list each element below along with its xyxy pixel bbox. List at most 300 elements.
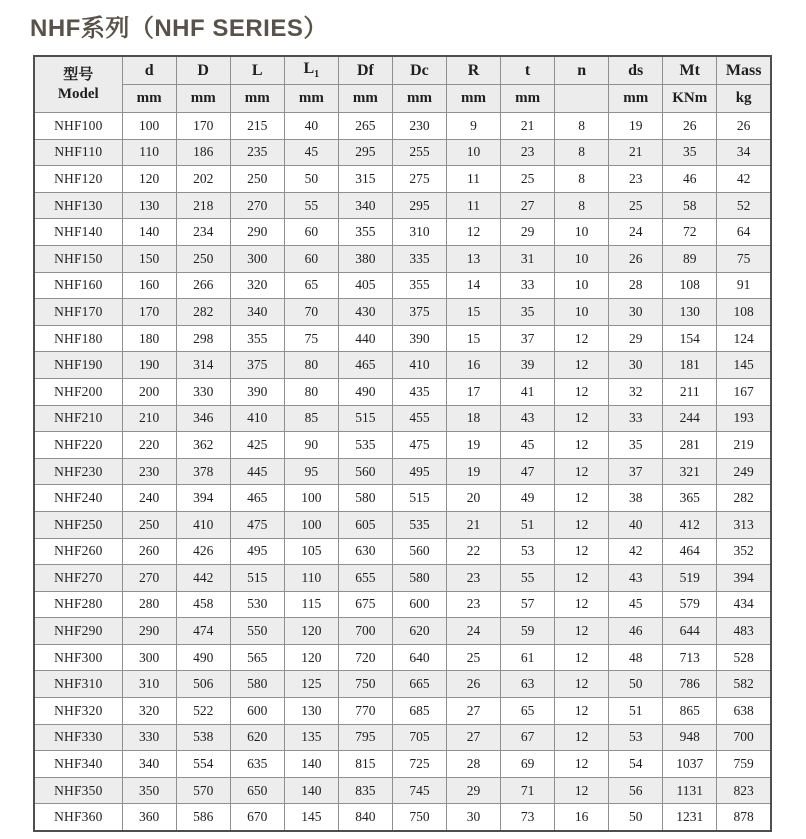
table-row: [34, 325, 771, 352]
value-cell: 15: [446, 299, 500, 326]
value-cell: 160: [122, 272, 176, 299]
value-cell: 490: [176, 644, 230, 671]
value-cell: 600: [230, 698, 284, 725]
value-cell: 140: [284, 751, 338, 778]
value-cell: 550: [230, 618, 284, 645]
model-column-header: [34, 56, 122, 113]
table-row: [34, 166, 771, 193]
column-header-D: D: [176, 56, 230, 85]
value-cell: 32: [609, 378, 663, 405]
value-cell: 8: [555, 192, 609, 219]
value-cell: 39: [501, 352, 555, 379]
value-cell: 685: [392, 698, 446, 725]
value-cell: 24: [446, 618, 500, 645]
value-cell: 57: [501, 591, 555, 618]
value-cell: 458: [176, 591, 230, 618]
value-cell: 190: [122, 352, 176, 379]
spec-table: [33, 55, 772, 832]
value-cell: 700: [717, 724, 771, 751]
value-cell: 215: [230, 113, 284, 140]
value-cell: 59: [501, 618, 555, 645]
value-cell: 340: [338, 192, 392, 219]
table-row: [34, 671, 771, 698]
value-cell: 9: [446, 113, 500, 140]
value-cell: 35: [501, 299, 555, 326]
value-cell: 948: [663, 724, 717, 751]
value-cell: 70: [284, 299, 338, 326]
value-cell: 635: [230, 751, 284, 778]
value-cell: 26: [446, 671, 500, 698]
value-cell: 18: [446, 405, 500, 432]
value-cell: 270: [122, 565, 176, 592]
value-cell: 26: [663, 113, 717, 140]
value-cell: 310: [392, 219, 446, 246]
value-cell: 16: [555, 804, 609, 831]
value-cell: 105: [284, 538, 338, 565]
value-cell: 35: [609, 432, 663, 459]
table-row: [34, 458, 771, 485]
value-cell: 8: [555, 139, 609, 166]
value-cell: 244: [663, 405, 717, 432]
value-cell: 53: [609, 724, 663, 751]
value-cell: 475: [392, 432, 446, 459]
value-cell: 759: [717, 751, 771, 778]
value-cell: 823: [717, 777, 771, 804]
value-cell: 12: [446, 219, 500, 246]
value-cell: 170: [122, 299, 176, 326]
value-cell: 72: [663, 219, 717, 246]
table-row: [34, 192, 771, 219]
value-cell: 200: [122, 378, 176, 405]
value-cell: 1037: [663, 751, 717, 778]
value-cell: 11: [446, 166, 500, 193]
value-cell: 12: [555, 698, 609, 725]
value-cell: 58: [663, 192, 717, 219]
value-cell: 840: [338, 804, 392, 831]
value-cell: 340: [122, 751, 176, 778]
value-cell: 250: [122, 511, 176, 538]
model-cell: NHF150: [34, 245, 122, 272]
value-cell: 12: [555, 644, 609, 671]
value-cell: 644: [663, 618, 717, 645]
value-cell: 25: [609, 192, 663, 219]
value-cell: 605: [338, 511, 392, 538]
unit-cell-Dc: mm: [392, 85, 446, 113]
value-cell: 280: [122, 591, 176, 618]
value-cell: 63: [501, 671, 555, 698]
value-cell: 181: [663, 352, 717, 379]
model-cell: NHF320: [34, 698, 122, 725]
value-cell: 234: [176, 219, 230, 246]
value-cell: 95: [284, 458, 338, 485]
value-cell: 282: [717, 485, 771, 512]
table-header: [34, 56, 771, 113]
value-cell: 60: [284, 245, 338, 272]
table-row: [34, 511, 771, 538]
value-cell: 43: [501, 405, 555, 432]
value-cell: 240: [122, 485, 176, 512]
value-cell: 365: [663, 485, 717, 512]
value-cell: 50: [609, 671, 663, 698]
value-cell: 64: [717, 219, 771, 246]
model-cell: NHF130: [34, 192, 122, 219]
unit-cell-Df: mm: [338, 85, 392, 113]
value-cell: 27: [446, 698, 500, 725]
table-row: [34, 378, 771, 405]
value-cell: 442: [176, 565, 230, 592]
value-cell: 490: [338, 378, 392, 405]
column-header-t: t: [501, 56, 555, 85]
value-cell: 53: [501, 538, 555, 565]
table-row: [34, 751, 771, 778]
table-row: [34, 485, 771, 512]
value-cell: 394: [176, 485, 230, 512]
model-cell: NHF220: [34, 432, 122, 459]
model-cell: NHF280: [34, 591, 122, 618]
value-cell: 713: [663, 644, 717, 671]
model-cell: NHF140: [34, 219, 122, 246]
value-cell: 135: [284, 724, 338, 751]
value-cell: 26: [717, 113, 771, 140]
value-cell: 640: [392, 644, 446, 671]
value-cell: 300: [230, 245, 284, 272]
value-cell: 38: [609, 485, 663, 512]
value-cell: 14: [446, 272, 500, 299]
column-header-ds: ds: [609, 56, 663, 85]
column-header-Mt: Mt: [663, 56, 717, 85]
value-cell: 620: [392, 618, 446, 645]
value-cell: 21: [609, 139, 663, 166]
value-cell: 315: [338, 166, 392, 193]
value-cell: 167: [717, 378, 771, 405]
value-cell: 1131: [663, 777, 717, 804]
value-cell: 346: [176, 405, 230, 432]
value-cell: 10: [446, 139, 500, 166]
value-cell: 115: [284, 591, 338, 618]
value-cell: 28: [609, 272, 663, 299]
value-cell: 638: [717, 698, 771, 725]
value-cell: 425: [230, 432, 284, 459]
value-cell: 410: [230, 405, 284, 432]
value-cell: 31: [501, 245, 555, 272]
value-cell: 579: [663, 591, 717, 618]
value-cell: 665: [392, 671, 446, 698]
value-cell: 705: [392, 724, 446, 751]
value-cell: 314: [176, 352, 230, 379]
value-cell: 12: [555, 511, 609, 538]
value-cell: 295: [392, 192, 446, 219]
model-cell: NHF210: [34, 405, 122, 432]
value-cell: 260: [122, 538, 176, 565]
value-cell: 522: [176, 698, 230, 725]
table-row: [34, 219, 771, 246]
unit-cell-D: mm: [176, 85, 230, 113]
value-cell: 440: [338, 325, 392, 352]
value-cell: 405: [338, 272, 392, 299]
value-cell: 21: [501, 113, 555, 140]
model-cell: NHF310: [34, 671, 122, 698]
value-cell: 170: [176, 113, 230, 140]
value-cell: 495: [392, 458, 446, 485]
value-cell: 495: [230, 538, 284, 565]
table-row: [34, 777, 771, 804]
value-cell: 670: [230, 804, 284, 831]
value-cell: 265: [338, 113, 392, 140]
model-cell: NHF100: [34, 113, 122, 140]
value-cell: 530: [230, 591, 284, 618]
value-cell: 16: [446, 352, 500, 379]
value-cell: 360: [122, 804, 176, 831]
model-cell: NHF260: [34, 538, 122, 565]
value-cell: 700: [338, 618, 392, 645]
value-cell: 145: [284, 804, 338, 831]
model-cell: NHF160: [34, 272, 122, 299]
value-cell: 50: [609, 804, 663, 831]
value-cell: 55: [501, 565, 555, 592]
value-cell: 12: [555, 618, 609, 645]
value-cell: 124: [717, 325, 771, 352]
value-cell: 46: [663, 166, 717, 193]
page-title: NHF系列（NHF SERIES）: [30, 15, 328, 42]
value-cell: 42: [717, 166, 771, 193]
table-row: [34, 245, 771, 272]
value-cell: 100: [122, 113, 176, 140]
value-cell: 464: [663, 538, 717, 565]
value-cell: 380: [338, 245, 392, 272]
value-cell: 430: [338, 299, 392, 326]
value-cell: 130: [663, 299, 717, 326]
value-cell: 27: [501, 192, 555, 219]
value-cell: 786: [663, 671, 717, 698]
value-cell: 321: [663, 458, 717, 485]
value-cell: 69: [501, 751, 555, 778]
value-cell: 48: [609, 644, 663, 671]
value-cell: 24: [609, 219, 663, 246]
model-cell: NHF330: [34, 724, 122, 751]
value-cell: 34: [717, 139, 771, 166]
value-cell: 12: [555, 538, 609, 565]
value-cell: 26: [609, 245, 663, 272]
value-cell: 770: [338, 698, 392, 725]
value-cell: 28: [446, 751, 500, 778]
value-cell: 330: [122, 724, 176, 751]
header-row-labels: [34, 56, 771, 85]
value-cell: 375: [230, 352, 284, 379]
value-cell: 12: [555, 458, 609, 485]
value-cell: 355: [230, 325, 284, 352]
value-cell: 73: [501, 804, 555, 831]
value-cell: 10: [555, 219, 609, 246]
value-cell: 17: [446, 378, 500, 405]
value-cell: 275: [392, 166, 446, 193]
value-cell: 515: [392, 485, 446, 512]
value-cell: 10: [555, 272, 609, 299]
table-row: [34, 405, 771, 432]
value-cell: 528: [717, 644, 771, 671]
value-cell: 600: [392, 591, 446, 618]
column-header-L: L: [230, 56, 284, 85]
value-cell: 50: [284, 166, 338, 193]
value-cell: 55: [284, 192, 338, 219]
value-cell: 560: [338, 458, 392, 485]
value-cell: 474: [176, 618, 230, 645]
value-cell: 51: [501, 511, 555, 538]
value-cell: 250: [176, 245, 230, 272]
value-cell: 295: [338, 139, 392, 166]
value-cell: 12: [555, 325, 609, 352]
value-cell: 23: [446, 565, 500, 592]
value-cell: 434: [717, 591, 771, 618]
value-cell: 11: [446, 192, 500, 219]
value-cell: 282: [176, 299, 230, 326]
value-cell: 538: [176, 724, 230, 751]
value-cell: 125: [284, 671, 338, 698]
value-cell: 80: [284, 352, 338, 379]
value-cell: 835: [338, 777, 392, 804]
value-cell: 745: [392, 777, 446, 804]
value-cell: 750: [338, 671, 392, 698]
value-cell: 27: [446, 724, 500, 751]
table-row: [34, 538, 771, 565]
value-cell: 140: [284, 777, 338, 804]
value-cell: 290: [230, 219, 284, 246]
value-cell: 865: [663, 698, 717, 725]
value-cell: 435: [392, 378, 446, 405]
value-cell: 211: [663, 378, 717, 405]
model-cell: NHF250: [34, 511, 122, 538]
value-cell: 25: [501, 166, 555, 193]
value-cell: 19: [446, 432, 500, 459]
value-cell: 445: [230, 458, 284, 485]
value-cell: 580: [392, 565, 446, 592]
column-header-Df: Df: [338, 56, 392, 85]
value-cell: 506: [176, 671, 230, 698]
column-header-R: R: [446, 56, 500, 85]
unit-cell-Mass: kg: [717, 85, 771, 113]
value-cell: 154: [663, 325, 717, 352]
model-cell: NHF170: [34, 299, 122, 326]
value-cell: 580: [338, 485, 392, 512]
value-cell: 455: [392, 405, 446, 432]
value-cell: 720: [338, 644, 392, 671]
value-cell: 110: [284, 565, 338, 592]
value-cell: 43: [609, 565, 663, 592]
header-row-units: [34, 85, 771, 113]
table-row: [34, 591, 771, 618]
value-cell: 51: [609, 698, 663, 725]
value-cell: 193: [717, 405, 771, 432]
model-cell: NHF270: [34, 565, 122, 592]
value-cell: 89: [663, 245, 717, 272]
value-cell: 410: [392, 352, 446, 379]
value-cell: 519: [663, 565, 717, 592]
value-cell: 54: [609, 751, 663, 778]
value-cell: 340: [230, 299, 284, 326]
value-cell: 120: [284, 644, 338, 671]
value-cell: 475: [230, 511, 284, 538]
value-cell: 335: [392, 245, 446, 272]
value-cell: 12: [555, 378, 609, 405]
value-cell: 355: [392, 272, 446, 299]
value-cell: 266: [176, 272, 230, 299]
value-cell: 90: [284, 432, 338, 459]
value-cell: 795: [338, 724, 392, 751]
value-cell: 412: [663, 511, 717, 538]
value-cell: 71: [501, 777, 555, 804]
value-cell: 19: [446, 458, 500, 485]
unit-cell-t: mm: [501, 85, 555, 113]
value-cell: 10: [555, 299, 609, 326]
model-cell: NHF110: [34, 139, 122, 166]
value-cell: 67: [501, 724, 555, 751]
unit-cell-L1: mm: [284, 85, 338, 113]
value-cell: 22: [446, 538, 500, 565]
value-cell: 12: [555, 591, 609, 618]
table-row: [34, 139, 771, 166]
value-cell: 33: [501, 272, 555, 299]
value-cell: 180: [122, 325, 176, 352]
value-cell: 12: [555, 405, 609, 432]
value-cell: 30: [446, 804, 500, 831]
value-cell: 41: [501, 378, 555, 405]
column-header-d: d: [122, 56, 176, 85]
value-cell: 249: [717, 458, 771, 485]
value-cell: 313: [717, 511, 771, 538]
value-cell: 320: [230, 272, 284, 299]
value-cell: 56: [609, 777, 663, 804]
value-cell: 20: [446, 485, 500, 512]
value-cell: 37: [501, 325, 555, 352]
value-cell: 586: [176, 804, 230, 831]
value-cell: 120: [122, 166, 176, 193]
table-row: [34, 352, 771, 379]
value-cell: 12: [555, 724, 609, 751]
table-row: [34, 618, 771, 645]
value-cell: 150: [122, 245, 176, 272]
value-cell: 815: [338, 751, 392, 778]
value-cell: 60: [284, 219, 338, 246]
value-cell: 91: [717, 272, 771, 299]
model-cell: NHF290: [34, 618, 122, 645]
value-cell: 8: [555, 166, 609, 193]
value-cell: 23: [501, 139, 555, 166]
value-cell: 655: [338, 565, 392, 592]
value-cell: 12: [555, 432, 609, 459]
value-cell: 219: [717, 432, 771, 459]
column-header-L1: $L_1$: [284, 56, 338, 85]
model-cell: NHF340: [34, 751, 122, 778]
value-cell: 878: [717, 804, 771, 831]
table-row: [34, 272, 771, 299]
value-cell: 47: [501, 458, 555, 485]
column-header-n: n: [555, 56, 609, 85]
unit-cell-Mt: KNm: [663, 85, 717, 113]
unit-cell-d: mm: [122, 85, 176, 113]
table-row: [34, 698, 771, 725]
model-cell: NHF300: [34, 644, 122, 671]
value-cell: 483: [717, 618, 771, 645]
value-cell: 580: [230, 671, 284, 698]
value-cell: 75: [284, 325, 338, 352]
value-cell: 725: [392, 751, 446, 778]
value-cell: 45: [501, 432, 555, 459]
value-cell: 120: [284, 618, 338, 645]
value-cell: 186: [176, 139, 230, 166]
value-cell: 1231: [663, 804, 717, 831]
value-cell: 25: [446, 644, 500, 671]
value-cell: 65: [501, 698, 555, 725]
unit-cell-R: mm: [446, 85, 500, 113]
